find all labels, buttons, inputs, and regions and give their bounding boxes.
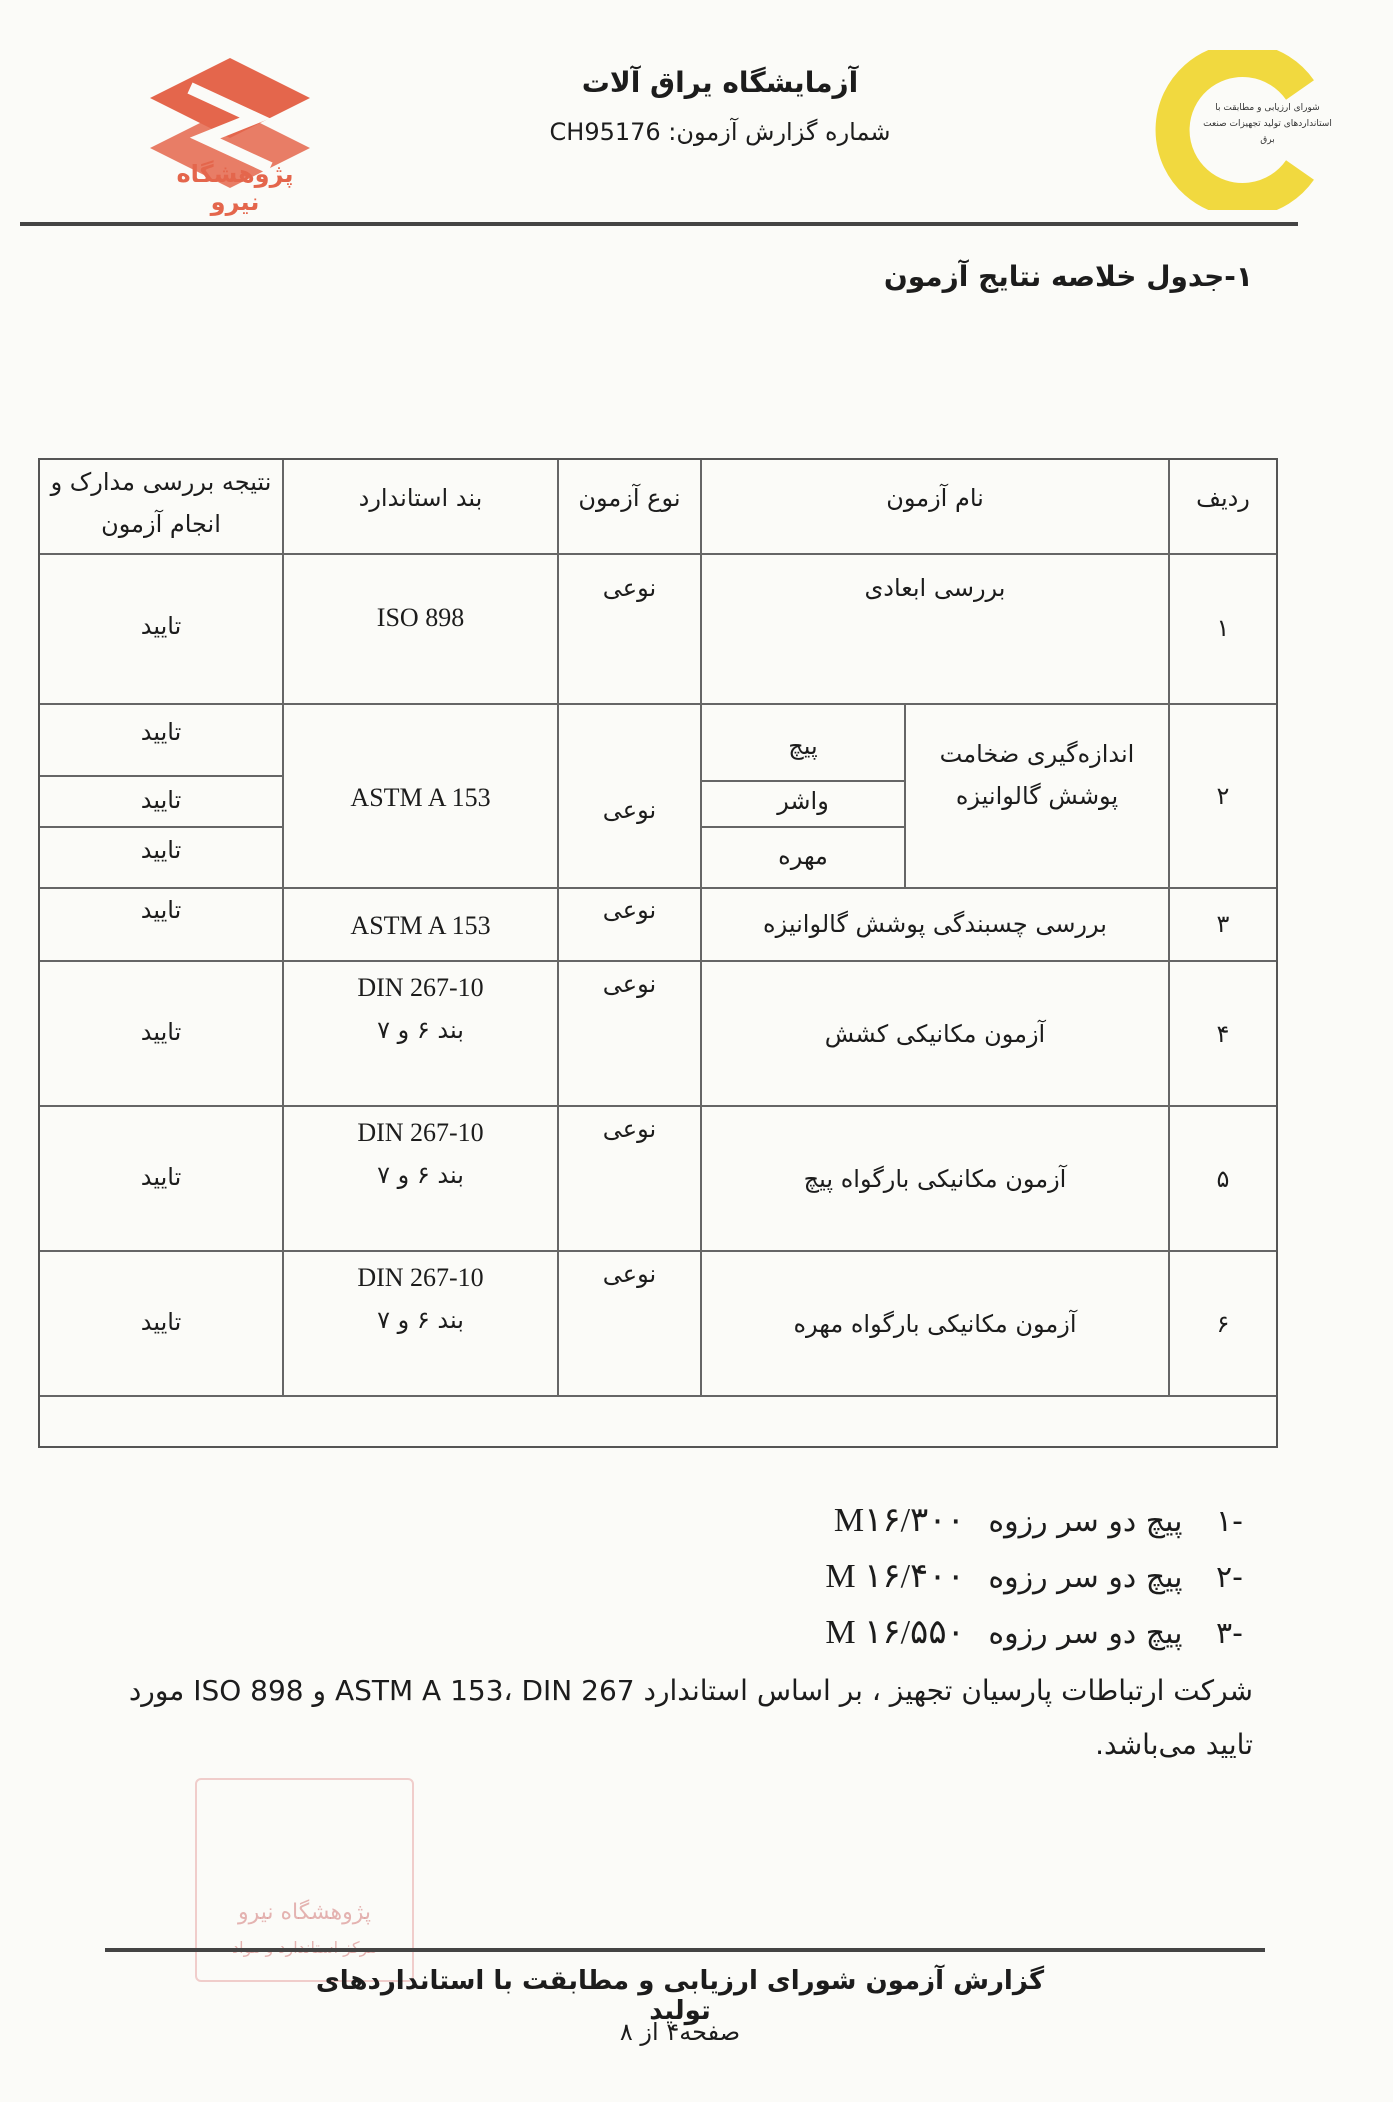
table-row-divider [40,1250,1276,1252]
header-result-line1: نتیجه بررسی مدارک و [50,468,272,496]
row-number: ۱ [1216,614,1230,642]
note-item [825,1612,1243,1652]
test-type: نوعی [602,574,657,602]
header-standard: بند استاندارد [358,484,483,512]
test-name: بررسی ابعادی [864,574,1006,602]
test-name: آزمون مکانیکی بارگواه مهره [793,1310,1077,1338]
footer-divider [105,1948,1265,1952]
test-name: آزمون مکانیکی کشش [824,1020,1046,1048]
test-result: تایید [140,836,182,864]
sub-item: مهره [778,842,828,870]
test-type: نوعی [602,796,657,824]
note-code: M ۱۶/۴۰۰ [825,1558,965,1595]
header-type: نوع آزمون [578,484,681,512]
note-text: پیچ دو سر رزوه [988,1560,1183,1595]
test-result: تایید [140,896,182,924]
test-result: تایید [140,1163,182,1191]
standard-clause: ASTM A 153 [350,911,491,940]
conclusion-paragraph: شرکت ارتباطات پارسیان تجهیز ، بر اساس استاندارد ASTM A 153، DIN 267 و ISO 898 مورد تایید می‌باشد. [128,1674,1253,1761]
test-result: تایید [140,786,182,814]
page-number: صفحه۴ از ۸ [619,2018,741,2046]
test-result: تایید [140,612,182,640]
header-result-line2: انجام آزمون [101,510,221,538]
header-row: ردیف [1196,484,1250,512]
test-name: بررسی چسبندگی پوشش گالوانیزه [763,910,1107,938]
standard-clause: ISO 898 [376,603,465,632]
standard-clause-detail: بند ۶ و ۷ [377,1016,464,1044]
section-title: ۱-جدول خلاصه نتایج آزمون [883,260,1253,293]
standard-clause: DIN 267-10 [357,1263,484,1292]
header-name: نام آزمون [886,484,984,512]
results-table [38,458,1278,1448]
test-type: نوعی [602,970,657,998]
standard-clause-detail: بند ۶ و ۷ [377,1161,464,1189]
table-subrow-divider [40,826,282,828]
report-number: شماره گزارش آزمون: CH95176 [549,118,891,146]
stamp-line1: پژوهشگاه نیرو [237,1900,371,1925]
note-item [825,1556,1243,1596]
note-text: پیچ دو سر رزوه [988,1504,1183,1539]
note-code: M۱۶/۳۰۰ [833,1502,965,1539]
note-code: M ۱۶/۵۵۰ [825,1614,965,1651]
standard-clause: DIN 267-10 [357,973,484,1002]
row-number: ۲ [1216,782,1230,810]
footer-title: گزارش آزمون شورای ارزیابی و مطابقت با استانداردهای تولید [315,1966,1045,2026]
table-row-divider [40,703,1276,705]
lab-title: آزمایشگاه یراق آلات [581,66,859,99]
note-item [834,1500,1243,1540]
test-result: تایید [140,718,182,746]
sub-item: پیچ [788,732,818,760]
left-logo-caption: پژوهشگاه نیرو [176,160,294,216]
test-name-line2: پوشش گالوانیزه [955,782,1119,810]
table-row-divider [40,887,1276,889]
test-result: تایید [140,1308,182,1336]
table-row-divider [40,960,1276,962]
standard-clause-detail: بند ۶ و ۷ [377,1306,464,1334]
table-subrow-divider [700,780,904,782]
test-result: تایید [140,1018,182,1046]
row-number: ۵ [1216,1165,1230,1193]
table-row-divider [40,1395,1276,1397]
note-number: -۱ [1216,1504,1243,1539]
test-name: آزمون مکانیکی بارگواه پیچ [803,1165,1067,1193]
table-row-divider [40,553,1276,555]
right-logo-text: شورای ارزیابی و مطابقت با استانداردهای تولید تجهیزات صنعت برق [1203,103,1332,145]
standard-clause: DIN 267-10 [357,1118,484,1147]
test-type: نوعی [602,1260,657,1288]
table-subrow-divider [40,775,282,777]
row-number: ۴ [1216,1020,1230,1048]
row-number: ۶ [1216,1310,1230,1338]
table-subrow-divider [700,826,904,828]
test-type: نوعی [602,1115,657,1143]
note-number: -۳ [1216,1616,1243,1651]
test-name-line1: اندازه‌گیری ضخامت [939,740,1135,768]
header-divider [20,222,1298,226]
table-row-divider [40,1105,1276,1107]
standard-clause: ASTM A 153 [350,783,491,812]
sub-item: واشر [777,787,829,815]
row-number: ۳ [1216,910,1230,938]
note-text: پیچ دو سر رزوه [988,1616,1183,1651]
note-number: -۲ [1216,1560,1243,1595]
test-type: نوعی [602,896,657,924]
